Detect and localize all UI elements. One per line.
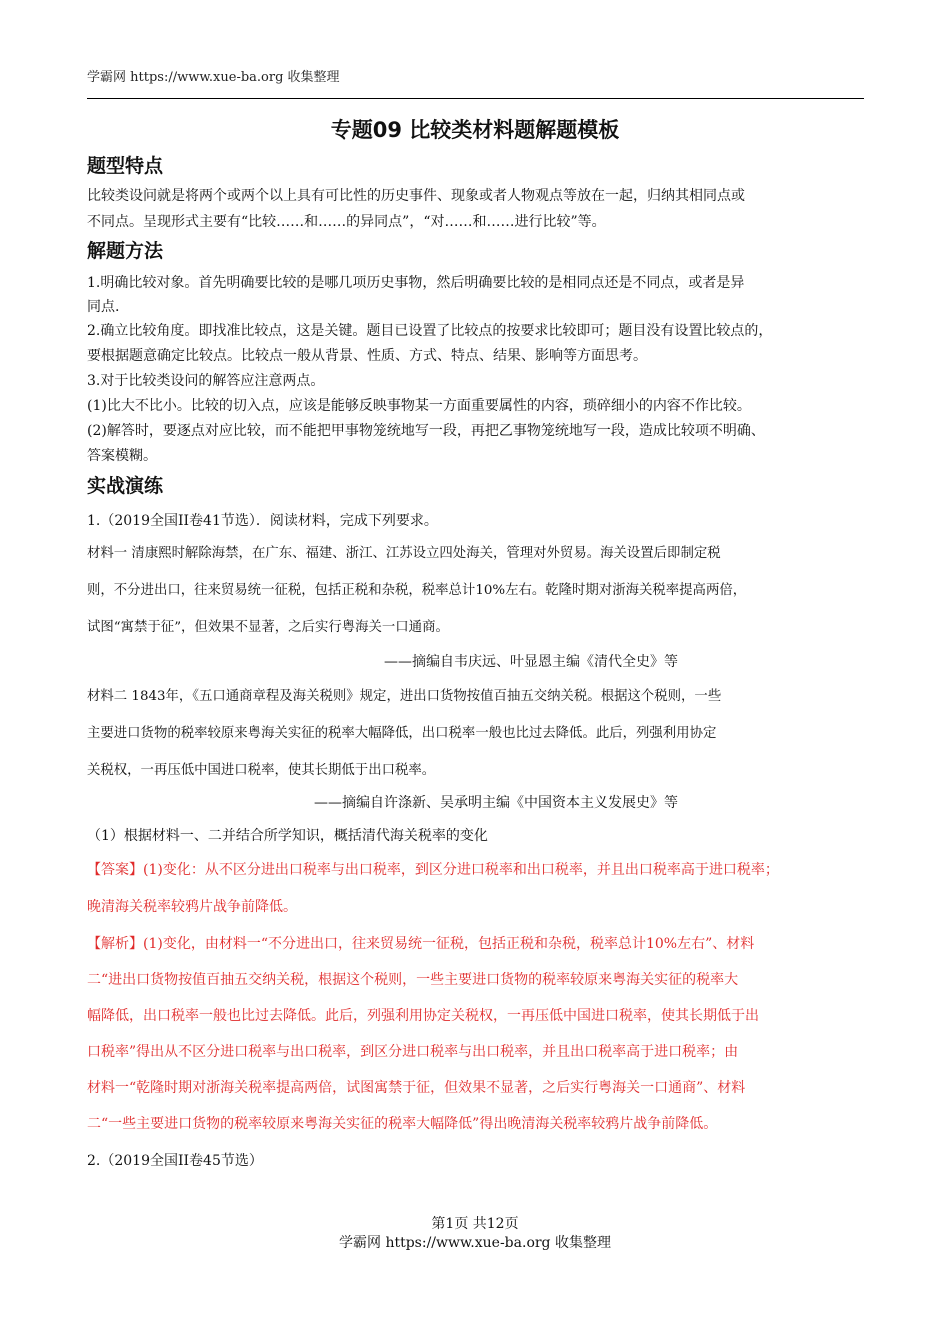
header-divider (87, 98, 864, 99)
question-intro: 1.（2019全国II卷41节选）．阅读材料，完成下列要求。 (87, 513, 438, 529)
section-heading-features: 题型特点 (87, 155, 164, 177)
answer-line: 晚清海关税率较鸦片战争前降低。 (87, 899, 297, 915)
paragraph-line: (2)解答时，要逐点对应比较，而不能把甲事物笼统地写一段，再把乙事物笼统地写一段，造成比较项不明确、 (87, 423, 765, 439)
analysis-line: 材料一“乾隆时期对浙海关税率提高两倍，试图寓禁于征，但效果不显著，之后实行粤海关一口通商”、材料 (87, 1080, 746, 1096)
answer-line: 【答案】(1)变化：从不区分进出口税率与出口税率，到区分进口税率和出口税率，并且出口税率高于进口税率； (87, 862, 779, 878)
paragraph-line: 同点. (87, 299, 120, 315)
paragraph-line: (1)比大不比小。比较的切入点，应该是能够反映事物某一方面重要属性的内容，琐碎细小的内容不作比较。 (87, 398, 751, 414)
page-footer: 学霸网 https://www.xue-ba.org 收集整理 (339, 1235, 611, 1251)
paragraph-line: 要根据题意确定比较点。比较点一般从背景、性质、方式、特点、结果、影响等方面思考。 (87, 348, 647, 364)
material-source: ——摘编自韦庆远、叶显恩主编《清代全史》等 (384, 654, 678, 670)
analysis-line: 幅降低，出口税率一般也比过去降低。此后，列强利用协定关税权，一再压低中国进口税率，使其长期低于出 (87, 1008, 759, 1024)
material-line: 试图“寓禁于征”，但效果不显著，之后实行粤海关一口通商。 (87, 620, 449, 635)
paragraph-line: 2.确立比较角度。即找准比较点，这是关键。题目已设置了比较点的按要求比较即可；题目没有设置比较点的， (87, 323, 773, 339)
section-heading-practice: 实战演练 (87, 475, 164, 497)
paragraph-line: 3.对于比较类设问的解答应注意两点。 (87, 373, 325, 389)
sub-question: （1）根据材料一、二并结合所学知识，概括清代海关税率的变化 (87, 828, 488, 844)
document-title: 专题09 比较类材料题解题模板 (330, 118, 620, 142)
analysis-line: 二“进出口货物按值百抽五交纳关税，根据这个税则，一些主要进口货物的税率较原来粤海关实征的税率大 (87, 972, 739, 988)
page-header: 学霸网 https://www.xue-ba.org 收集整理 (87, 70, 340, 85)
material-line: 关税权，一再压低中国进口税率，使其长期低于出口税率。 (87, 763, 436, 778)
material-line: 材料二 1843年，《五口通商章程及海关税则》规定，进出口货物按值百抽五交纳关税。根据这个税则，一些 (87, 689, 722, 704)
section-heading-methods: 解题方法 (87, 240, 164, 262)
analysis-line: 【解析】(1)变化，由材料一“不分进出口，往来贸易统一征税，包括正税和杂税，税率总计10%左右”、材料 (87, 936, 755, 952)
material-line: 主要进口货物的税率较原来粤海关实征的税率大幅降低，出口税率一般也比过去降低。此后，列强利用协定 (87, 726, 717, 741)
paragraph-line: 不同点。呈现形式主要有“比较……和……的异同点”，“对……和……进行比较”等。 (87, 214, 606, 230)
paragraph-line: 1.明确比较对象。首先明确要比较的是哪几项历史事物，然后明确要比较的是相同点还是不同点，或者是异 (87, 275, 745, 291)
paragraph-line: 答案模糊。 (87, 448, 157, 464)
material-source: ——摘编自许涤新、吴承明主编《中国资本主义发展史》等 (314, 795, 678, 811)
material-line: 则，不分进出口，往来贸易统一征税，包括正税和杂税，税率总计10%左右。乾隆时期对浙海关税率提高两倍， (87, 583, 747, 598)
analysis-line: 口税率”得出从不区分进口税率与出口税率，到区分进口税率与出口税率，并且出口税率高于进口税率；由 (87, 1044, 739, 1060)
question-intro: 2.（2019全国II卷45节选） (87, 1153, 263, 1169)
material-line: 材料一 清康熙时解除海禁，在广东、福建、浙江、江苏设立四处海关，管理对外贸易。海关设置后即制定税 (87, 546, 721, 561)
paragraph-line: 比较类设问就是将两个或两个以上具有可比性的历史事件、现象或者人物观点等放在一起，归纳其相同点或 (87, 188, 745, 204)
analysis-line: 二“一些主要进口货物的税率较原来粤海关实征的税率大幅降低”得出晚清海关税率较鸦片战争前降低。 (87, 1116, 718, 1132)
page-number: 第1页 共12页 (431, 1216, 519, 1232)
